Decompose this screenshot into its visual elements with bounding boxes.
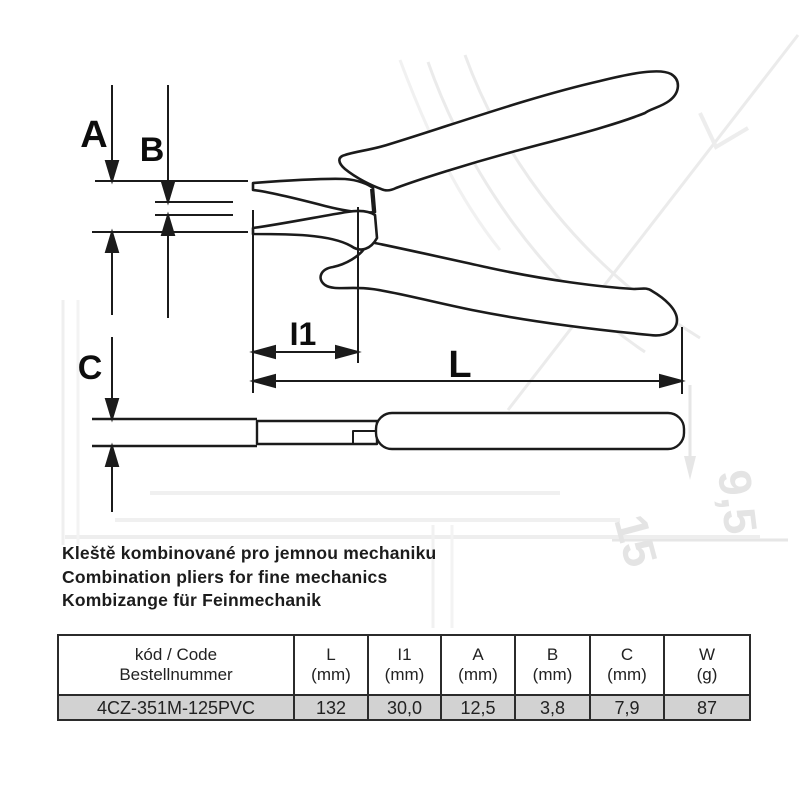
dimension-c xyxy=(106,337,118,512)
title-german: Kombizange für Feinmechanik xyxy=(62,590,322,610)
col-header-l-unit: (mm) xyxy=(311,665,351,684)
dim-l-left-arrow xyxy=(253,375,275,387)
col-header-w-symbol: W xyxy=(698,645,716,664)
cell-weight: 87 xyxy=(664,695,750,720)
dim-c-down-arrow xyxy=(106,399,118,419)
dim-label-l: L xyxy=(448,344,472,386)
pliers-upper-handle xyxy=(339,71,678,190)
cell-length-i1: 30,0 xyxy=(368,695,441,720)
title-english: Combination pliers for fine mechanics xyxy=(62,566,388,587)
watermark-dimension-text: 9,5 xyxy=(708,466,768,537)
pliers-lower-handle xyxy=(321,242,677,335)
col-header-i1 xyxy=(368,635,441,695)
spec-table xyxy=(57,634,751,721)
pliers-profile-view xyxy=(92,413,684,449)
col-header-a xyxy=(441,635,515,695)
watermark-arrowhead xyxy=(684,456,696,480)
dim-b-up-arrow xyxy=(162,215,174,235)
dim-label-c: C xyxy=(77,349,103,387)
dim-i1-right-arrow xyxy=(336,346,358,358)
table-header-row xyxy=(58,635,750,695)
profile-handle xyxy=(376,413,684,449)
dim-c-up-arrow xyxy=(106,446,118,466)
col-header-c-unit: (mm) xyxy=(607,665,647,684)
dimension-a xyxy=(106,85,118,315)
col-header-b-unit: (mm) xyxy=(532,665,573,684)
dim-label-b: B xyxy=(139,131,165,169)
watermark-drawing xyxy=(63,35,798,628)
dim-b-down-arrow xyxy=(162,182,174,202)
col-header-b-symbol: B xyxy=(546,645,559,664)
cell-code: 4CZ-351M-125PVC xyxy=(58,695,294,720)
col-header-l xyxy=(294,635,368,695)
product-description xyxy=(62,542,436,613)
pliers-top-jaw xyxy=(253,179,375,213)
pliers-side-view xyxy=(253,71,678,335)
table-data-row xyxy=(58,695,750,720)
col-header-a-unit: (mm) xyxy=(458,665,498,684)
col-header-i1-unit: (mm) xyxy=(384,665,425,684)
col-header-w-unit: (g) xyxy=(696,665,718,684)
col-header-b xyxy=(515,635,590,695)
cell-length-l: 132 xyxy=(294,695,368,720)
dim-label-a: A xyxy=(80,114,108,156)
col-header-c xyxy=(590,635,664,695)
col-header-l-symbol: L xyxy=(326,645,336,664)
watermark-dimension-text: 15 xyxy=(604,509,668,573)
col-header-w xyxy=(664,635,750,695)
cell-dim-a: 12,5 xyxy=(441,695,515,720)
col-header-code-line2: Bestellnummer xyxy=(119,665,233,684)
profile-head-box xyxy=(257,421,377,444)
cell-dim-c: 7,9 xyxy=(590,695,664,720)
cell-dim-b: 3,8 xyxy=(515,695,590,720)
title-czech: Kleště kombinované pro jemnou mechaniku xyxy=(62,543,437,563)
col-header-code xyxy=(58,635,294,695)
col-header-i1-symbol: I1 xyxy=(397,645,412,664)
dim-label-i1: I1 xyxy=(289,316,317,352)
col-header-code-line1: kód / Code xyxy=(134,645,218,664)
dim-i1-left-arrow xyxy=(253,346,275,358)
col-header-a-symbol: A xyxy=(472,645,484,664)
dim-l-right-arrow xyxy=(660,375,682,387)
dim-a-up-arrow xyxy=(106,232,118,252)
dim-a-down-arrow xyxy=(106,161,118,181)
col-header-c-symbol: C xyxy=(620,645,634,664)
